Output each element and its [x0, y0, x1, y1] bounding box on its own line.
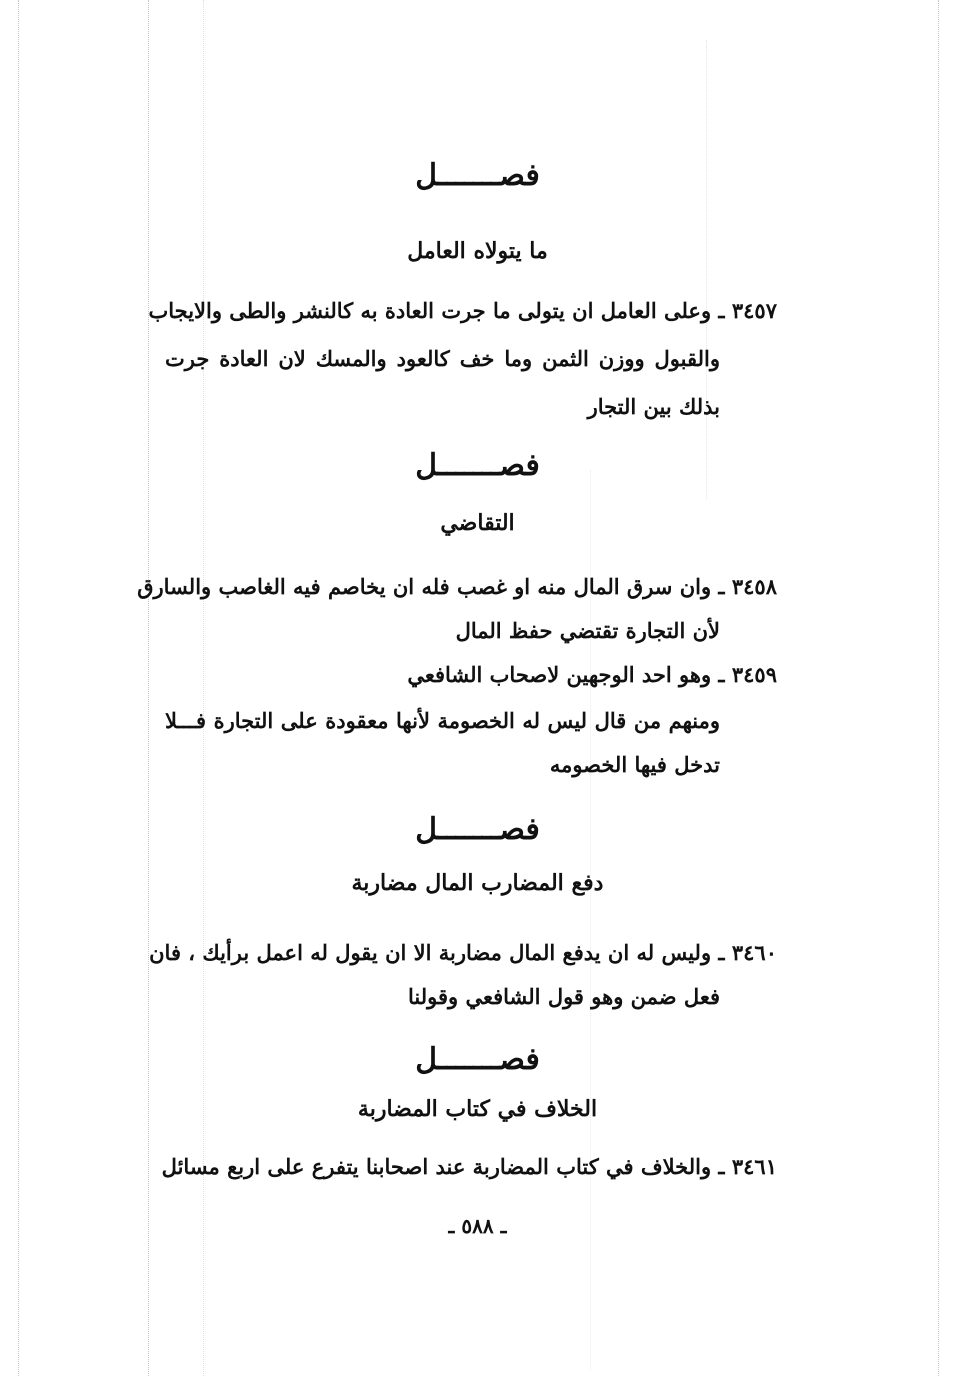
paragraph-line: ٣٤٥٧ ـ وعلى العامل ان يتولى ما جرت العادة به كالنشر والطى والايجاب [148, 298, 777, 323]
page-number: ـ ٥٨٨ ـ [448, 1214, 507, 1238]
section-subtitle: التقاضي [440, 510, 515, 536]
section-heading: فصـــــــل [415, 158, 540, 193]
paragraph-line: ٣٤٦٠ ـ وليس له ان يدفع المال مضاربة الا ان يقول له اعمل برأيك ، فان [149, 940, 777, 965]
paragraph-line: فعل ضمن وهو قول الشافعي وقولنا [408, 984, 720, 1009]
paragraph-line: ٣٤٦١ ـ والخلاف في كتاب المضاربة عند اصحابنا يتفرع على اربع مسائل [161, 1154, 777, 1179]
section-heading: فصـــــــل [415, 448, 540, 483]
section-heading: فصـــــــل [415, 812, 540, 847]
section-heading: فصـــــــل [415, 1042, 540, 1077]
paragraph-line: تدخل فيها الخصومه [549, 752, 720, 777]
paragraph-line: ٣٤٥٨ ـ وان سرق المال منه او غصب فله ان يخاصم فيه الغاصب والسارق [137, 574, 777, 599]
paragraph-line: والقبول ووزن الثمن وما خف كالعود والمسك لان العادة جرت [165, 346, 720, 371]
paragraph-line: لأن التجارة تقتضي حفظ المال [455, 618, 720, 643]
scan-guide-line [18, 0, 19, 1376]
scan-guide-line [938, 0, 939, 1376]
section-subtitle: ما يتولاه العامل [407, 238, 548, 264]
scan-guide-line [706, 40, 707, 500]
section-subtitle: الخلاف في كتاب المضاربة [357, 1096, 598, 1122]
paragraph-line: بذلك بين التجار [587, 394, 720, 419]
paragraph-line: ومنهم من قال ليس له الخصومة لأنها معقودة على التجارة فـــلا [165, 708, 720, 733]
paragraph-line: ٣٤٥٩ ـ وهو احد الوجهين لاصحاب الشافعي [407, 662, 777, 687]
scan-guide-line [148, 0, 149, 1376]
section-subtitle: دفع المضارب المال مضاربة [351, 870, 604, 896]
